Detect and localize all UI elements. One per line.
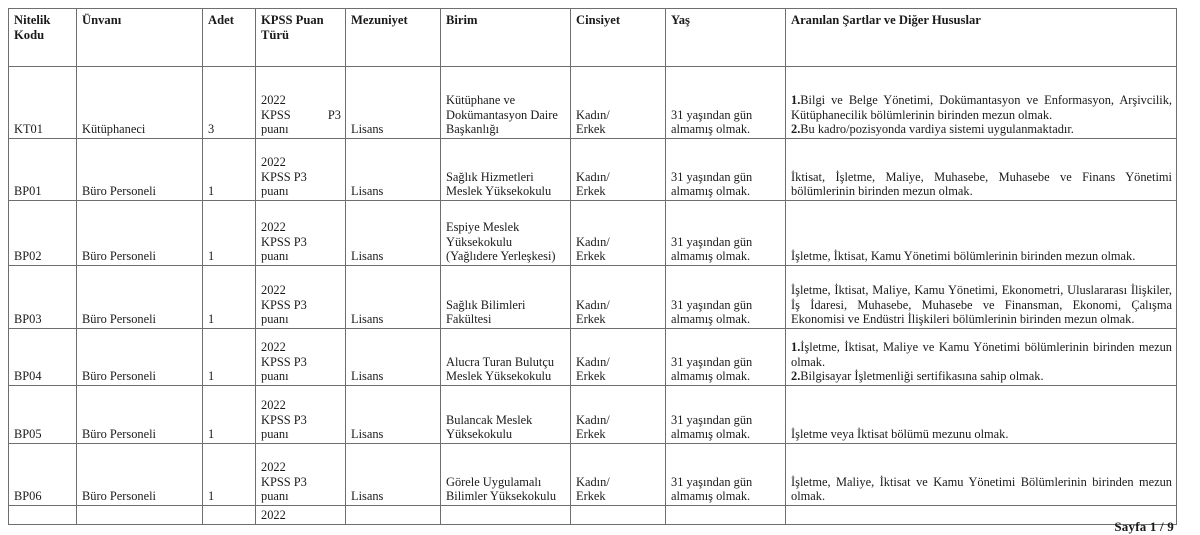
page-footer: Sayfa 1 / 9 xyxy=(1114,519,1174,534)
cell-cinsiyet: Kadın/ Erkek xyxy=(571,266,666,329)
sart-item: İşletme, İktisat, Kamu Yönetimi bölümlerinin birinden mezun olmak. xyxy=(791,249,1136,264)
cell-adet xyxy=(203,506,256,525)
cell-cinsiyet: Kadın/ Erkek xyxy=(571,139,666,201)
sart-item: İktisat, İşletme, Maliye, Muhasebe, Muhasebe ve Finans Yönetimi bölümlerinin birinden mezun olmak. xyxy=(791,169,1172,199)
kpss-type: KPSS P3 xyxy=(261,234,307,249)
cell-adet: 3 xyxy=(203,67,256,139)
sart-item: 2.Bu kadro/pozisyonda vardiya sistemi uygulanmaktadır. xyxy=(791,122,1074,137)
kpss-puan: puanı xyxy=(261,369,289,384)
cell-mezuniyet: Lisans xyxy=(346,266,441,329)
cell-mezuniyet: Lisans xyxy=(346,67,441,139)
kpss-type: KPSS P3 xyxy=(261,169,307,184)
cell-yas: 31 yaşından gün almamış olmak. xyxy=(666,139,786,201)
cell-cinsiyet xyxy=(571,506,666,525)
cell-adet: 1 xyxy=(203,329,256,386)
column-header-mezuniyet: Mezuniyet xyxy=(346,9,441,67)
column-header-adet: Adet xyxy=(203,9,256,67)
sart-number: 1. xyxy=(791,93,801,108)
kpss-type: KPSS P3 xyxy=(261,107,341,122)
cell-unvani: Büro Personeli xyxy=(77,266,203,329)
cell-kpss-puan-turu xyxy=(256,329,346,386)
sart-item: İşletme, İktisat, Maliye, Kamu Yönetimi, Ekonometri, Uluslararası İlişkiler, İş İdaresi, Muhasebe, Muhasebe ve Finansman, Ekonomi, Çalışma Ekonomisi ve Endüstri İlişkileri bölümlerinin birinden mezun olmak. xyxy=(791,283,1172,327)
cell-yas: 31 yaşından gün almamış olmak. xyxy=(666,201,786,266)
column-header-nitelik-kodu: Nitelik Kodu xyxy=(9,9,77,67)
cell-nitelik-kodu: BP05 xyxy=(9,386,77,444)
cell-yas: 31 yaşından gün almamış olmak. xyxy=(666,444,786,506)
cell-aranilan-sartlar xyxy=(786,266,1177,329)
cell-adet: 1 xyxy=(203,444,256,506)
cell-kpss-puan-turu xyxy=(256,139,346,201)
cell-cinsiyet: Kadın/ Erkek xyxy=(571,67,666,139)
cell-birim xyxy=(441,506,571,525)
sart-item: 2.Bilgisayar İşletmenliği sertifikasına sahip olmak. xyxy=(791,369,1044,384)
table-row xyxy=(9,139,1177,201)
kpss-puan: puanı xyxy=(261,249,289,264)
sart-item: 1.İşletme, İktisat, Maliye ve Kamu Yönetimi bölümlerinin birinden mezun olmak. xyxy=(791,340,1172,369)
cell-yas: 31 yaşından gün almamış olmak. xyxy=(666,67,786,139)
cell-birim: Espiye Meslek Yüksekokulu (Yağlıdere Yerleşkesi) xyxy=(441,201,571,266)
cell-nitelik-kodu: BP03 xyxy=(9,266,77,329)
column-header-birim: Birim xyxy=(441,9,571,67)
cell-unvani: Büro Personeli xyxy=(77,329,203,386)
cell-aranilan-sartlar xyxy=(786,139,1177,201)
cell-aranilan-sartlar xyxy=(786,67,1177,139)
cell-aranilan-sartlar xyxy=(786,329,1177,386)
sart-number: 2. xyxy=(791,122,801,137)
kpss-type: KPSS P3 xyxy=(261,412,307,427)
cell-birim: Kütüphane ve Dokümantasyon Daire Başkanlığı xyxy=(441,67,571,139)
cell-unvani: Kütüphaneci xyxy=(77,67,203,139)
kpss-puan: puanı xyxy=(261,122,289,137)
cell-adet: 1 xyxy=(203,201,256,266)
cell-unvani: Büro Personeli xyxy=(77,139,203,201)
cell-aranilan-sartlar xyxy=(786,386,1177,444)
cell-adet: 1 xyxy=(203,266,256,329)
cell-birim: Bulancak Meslek Yüksekokulu xyxy=(441,386,571,444)
sart-item: 1.Bilgi ve Belge Yönetimi, Dokümantasyon ve Enformasyon, Arşivcilik, Kütüphanecilik bölümlerinin birinden mezun olmak. xyxy=(791,93,1172,122)
kpss-type: KPSS P3 xyxy=(261,297,307,312)
cell-birim: Sağlık Bilimleri Fakültesi xyxy=(441,266,571,329)
sart-number: 2. xyxy=(791,369,801,384)
kpss-year: 2022 xyxy=(261,93,286,108)
cell-nitelik-kodu: BP01 xyxy=(9,139,77,201)
column-header-yas: Yaş xyxy=(666,9,786,67)
cell-kpss-puan-turu xyxy=(256,266,346,329)
cell-unvani xyxy=(77,506,203,525)
cell-mezuniyet: Lisans xyxy=(346,329,441,386)
cell-mezuniyet xyxy=(346,506,441,525)
cell-mezuniyet: Lisans xyxy=(346,139,441,201)
table-row xyxy=(9,444,1177,506)
table-row-partial xyxy=(9,506,1177,525)
cell-unvani: Büro Personeli xyxy=(77,444,203,506)
cell-kpss-puan-turu xyxy=(256,67,346,139)
cell-kpss-puan-turu: 2022 xyxy=(256,506,346,525)
cell-cinsiyet: Kadın/ Erkek xyxy=(571,386,666,444)
cell-nitelik-kodu: BP02 xyxy=(9,201,77,266)
cell-mezuniyet: Lisans xyxy=(346,386,441,444)
kpss-year: 2022 xyxy=(261,155,286,170)
cell-nitelik-kodu: BP06 xyxy=(9,444,77,506)
cell-birim: Alucra Turan Bulutçu Meslek Yüksekokulu xyxy=(441,329,571,386)
kpss-type: KPSS P3 xyxy=(261,474,307,489)
cell-mezuniyet: Lisans xyxy=(346,444,441,506)
header-row xyxy=(9,9,1177,67)
table-row xyxy=(9,266,1177,329)
table-row xyxy=(9,329,1177,386)
column-header-aranilan-sartlar: Aranılan Şartlar ve Diğer Hususlar xyxy=(786,9,1177,67)
kpss-year: 2022 xyxy=(261,460,286,475)
cell-nitelik-kodu: KT01 xyxy=(9,67,77,139)
cell-yas: 31 yaşından gün almamış olmak. xyxy=(666,329,786,386)
table-row xyxy=(9,67,1177,139)
sart-item: İşletme veya İktisat bölümü mezunu olmak. xyxy=(791,427,1009,442)
cell-aranilan-sartlar xyxy=(786,444,1177,506)
cell-cinsiyet: Kadın/ Erkek xyxy=(571,444,666,506)
cell-kpss-puan-turu xyxy=(256,444,346,506)
cell-birim: Görele Uygulamalı Bilimler Yüksekokulu xyxy=(441,444,571,506)
kpss-puan: puanı xyxy=(261,312,289,327)
kpss-year: 2022 xyxy=(261,283,286,298)
cell-yas xyxy=(666,506,786,525)
cell-kpss-puan-turu xyxy=(256,386,346,444)
cell-cinsiyet: Kadın/ Erkek xyxy=(571,201,666,266)
sart-item: İşletme, Maliye, İktisat ve Kamu Yönetimi Bölümlerinin birinden mezun olmak. xyxy=(791,474,1172,504)
table-header xyxy=(9,9,1177,67)
cell-nitelik-kodu: BP04 xyxy=(9,329,77,386)
table-row xyxy=(9,201,1177,266)
kpss-puan: puanı xyxy=(261,184,289,199)
kpss-year: 2022 xyxy=(261,398,286,413)
cell-cinsiyet: Kadın/ Erkek xyxy=(571,329,666,386)
column-header-cinsiyet: Cinsiyet xyxy=(571,9,666,67)
kadro-table xyxy=(8,8,1177,525)
cell-birim: Sağlık Hizmetleri Meslek Yüksekokulu xyxy=(441,139,571,201)
cell-unvani: Büro Personeli xyxy=(77,201,203,266)
column-header-unvani: Ünvanı xyxy=(77,9,203,67)
column-header-kpss-puan-turu: KPSS Puan Türü xyxy=(256,9,346,67)
kpss-year: 2022 xyxy=(261,340,286,355)
table-body xyxy=(9,67,1177,525)
kpss-type: KPSS P3 xyxy=(261,354,307,369)
cell-kpss-puan-turu xyxy=(256,201,346,266)
cell-yas: 31 yaşından gün almamış olmak. xyxy=(666,386,786,444)
cell-unvani: Büro Personeli xyxy=(77,386,203,444)
kpss-puan: puanı xyxy=(261,489,289,504)
cell-adet: 1 xyxy=(203,139,256,201)
cell-adet: 1 xyxy=(203,386,256,444)
cell-nitelik-kodu xyxy=(9,506,77,525)
kpss-year: 2022 xyxy=(261,220,286,235)
cell-mezuniyet: Lisans xyxy=(346,201,441,266)
cell-yas: 31 yaşından gün almamış olmak. xyxy=(666,266,786,329)
kpss-puan: puanı xyxy=(261,427,289,442)
table-row xyxy=(9,386,1177,444)
sart-number: 1. xyxy=(791,340,801,355)
cell-aranilan-sartlar xyxy=(786,201,1177,266)
